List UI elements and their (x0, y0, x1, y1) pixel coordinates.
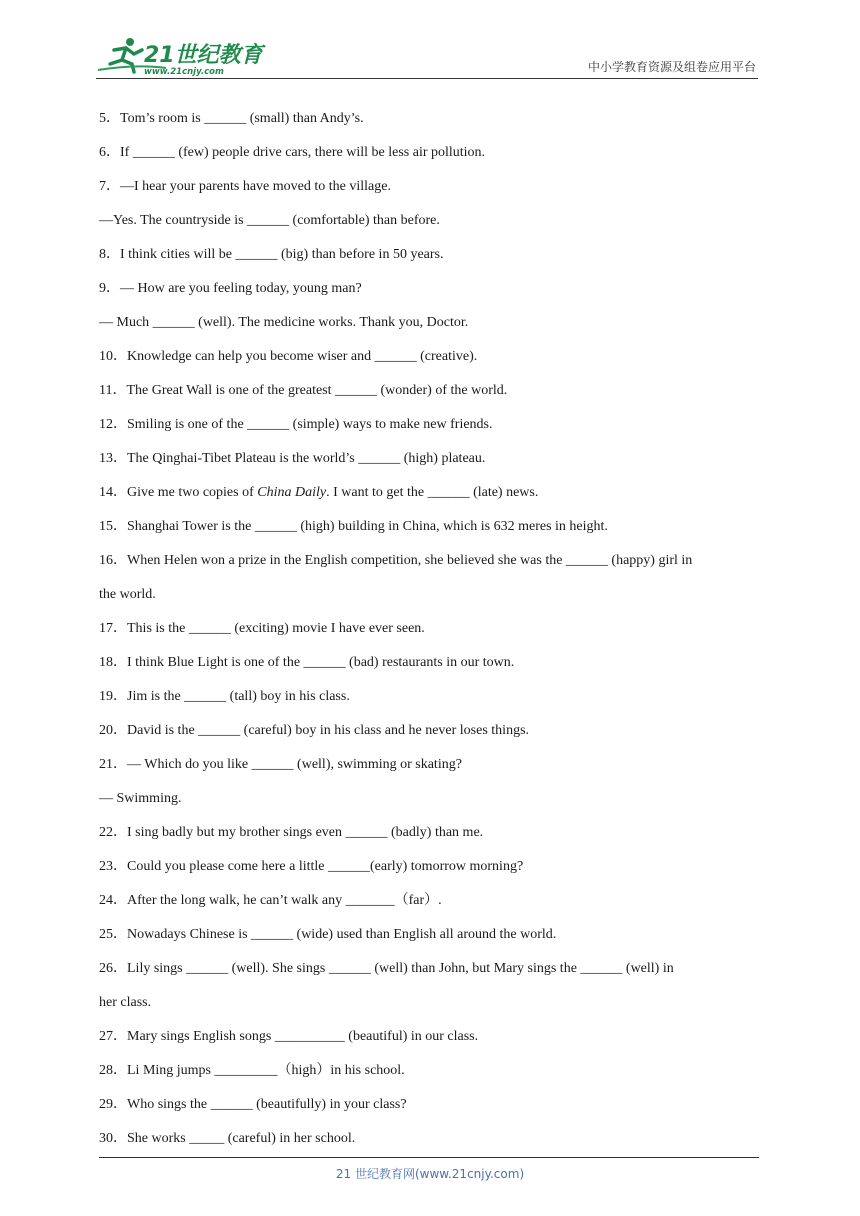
question-line: 8．I think cities will be ______ (big) than before in 50 years. (99, 247, 444, 262)
question-line: — Much ______ (well). The medicine works. Thank you, Doctor. (99, 315, 469, 330)
question-line: 30．She works _____ (careful) in her school. (99, 1131, 356, 1146)
question-line: 27．Mary sings English songs __________ (beautiful) in our class. (99, 1029, 479, 1044)
question-line: 22．I sing badly but my brother sings even ______ (badly) than me. (99, 825, 484, 840)
question-line-14 (99, 476, 759, 510)
question-line: 29．Who sings the ______ (beautifully) in your class? (99, 1097, 407, 1112)
question-line: 18．I think Blue Light is one of the ______ (bad) restaurants in our town. (99, 655, 515, 670)
question-line: 21．— Which do you like ______ (well), swimming or skating? (99, 757, 462, 772)
question-line: her class. (99, 995, 152, 1010)
newspaper-title: China Daily (257, 485, 327, 500)
question-line: 16．When Helen won a prize in the English competition, she believed she was the ______ (happy) girl in (99, 553, 693, 568)
question-line: 12．Smiling is one of the ______ (simple) ways to make new friends. (99, 417, 493, 432)
q14-before: 14．Give me two copies of (99, 485, 258, 500)
question-line: 26．Lily sings ______ (well). She sings ______ (well) than John, but Mary sings the ______ (well) in (99, 961, 674, 976)
question-line: 13．The Qinghai-Tibet Plateau is the world’s ______ (high) plateau. (99, 451, 486, 466)
footer-divider (99, 1157, 759, 1158)
question-line: —Yes. The countryside is ______ (comfortable) than before. (99, 213, 440, 228)
page-footer: 21 世纪教育网(www.21cnjy.com) (335, 1167, 525, 1181)
question-line: 23．Could you please come here a little ______(early) tomorrow morning? (99, 859, 524, 874)
site-logo (96, 34, 266, 78)
question-line: 17．This is the ______ (exciting) movie I have ever seen. (99, 621, 425, 636)
page-header (96, 34, 758, 79)
question-line: 10．Knowledge can help you become wiser and ______ (creative). (99, 349, 478, 364)
svg-text:21世纪教育: 21世纪教育 (144, 43, 263, 68)
q14-after: . I want to get the ______ (late) news. (326, 485, 539, 500)
question-line: the world. (99, 587, 156, 602)
svg-text:www.21cnjy.com: www.21cnjy.com (144, 67, 224, 77)
question-line: 25．Nowadays Chinese is ______ (wide) used than English all around the world. (99, 927, 557, 942)
question-line: 9．— How are you feeling today, young man? (99, 281, 362, 296)
question-line: 11．The Great Wall is one of the greatest ______ (wonder) of the world. (99, 383, 508, 398)
question-line: — Swimming. (99, 791, 182, 806)
question-line: 6．If ______ (few) people drive cars, there will be less air pollution. (99, 145, 486, 160)
question-line: 28．Li Ming jumps _________（high）in his school. (99, 1063, 405, 1078)
question-line: 7．—I hear your parents have moved to the village. (99, 179, 391, 194)
question-list (99, 102, 759, 1156)
platform-label: 中小学教育资源及组卷应用平台 (587, 60, 756, 74)
question-line: 15．Shanghai Tower is the ______ (high) building in China, which is 632 meres in height. (99, 519, 608, 534)
question-line: 24．After the long walk, he can’t walk any _______（far）. (99, 893, 442, 908)
question-line: 5．Tom’s room is ______ (small) than Andy’s. (99, 111, 364, 126)
question-line: 20．David is the ______ (careful) boy in his class and he never loses things. (99, 723, 530, 738)
question-line: 19．Jim is the ______ (tall) boy in his class. (99, 689, 350, 704)
